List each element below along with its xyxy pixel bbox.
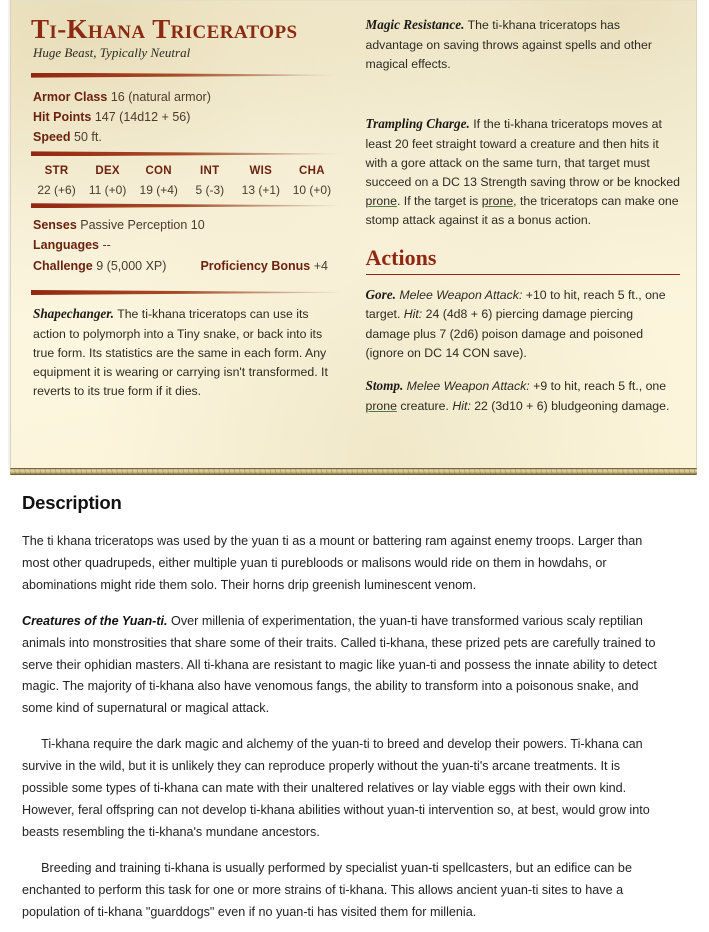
ability-wis xyxy=(235,163,286,199)
description-paragraph-1 xyxy=(22,530,664,596)
description-paragraph-1-text: The ti khana triceratops was used by the yuan ti as a mount or battering ram against enemy troops. Larger than most other quadrupeds, either multiple yuan ti purebloods or malisons would ride on them in howdahs, or abominations might ride them solo. Their horns drip greenish luminescent venom. xyxy=(22,533,643,592)
challenge-value: 9 (5,000 XP) xyxy=(96,258,167,273)
action-gore-hit-label: Hit: xyxy=(403,307,423,322)
trait-magic-resistance-text: The ti-khana triceratops has advantage on saving throws against spells and other magical effects. xyxy=(365,18,652,71)
proficiency-bonus-value: +4 xyxy=(313,258,328,273)
action-stomp-name: Stomp. xyxy=(365,378,404,393)
trait-magic-resistance xyxy=(366,15,681,74)
trait-magic-resistance-name: Magic Resistance. xyxy=(365,17,465,32)
armor-class-line xyxy=(33,87,338,107)
trait-shapechanger-text: The ti-khana triceratops can use its action to polymorph into a Tiny snake, or back into its true form. Its statistics are the same in each form. Any equipment it is wearing or carrying isn't transformed. It reverts to its true form if it dies. xyxy=(33,306,328,399)
senses-line xyxy=(33,215,338,235)
ability-cha-label: CHA xyxy=(299,165,325,178)
divider-rule-traits-top xyxy=(31,290,338,295)
action-stomp xyxy=(366,376,681,416)
actions-heading-rule xyxy=(366,274,681,275)
actions-heading: Actions xyxy=(365,245,437,271)
ability-str-label: STR xyxy=(44,165,69,178)
languages-line xyxy=(33,235,338,255)
ability-int xyxy=(184,163,235,199)
creature-name: Ti-Khana Triceratops xyxy=(31,14,298,44)
ability-con xyxy=(133,163,184,199)
trait-trampling-charge-text-3: , the triceratops can make one stomp attack against it as a bonus action. xyxy=(365,194,679,228)
statblock-right-column xyxy=(354,15,697,470)
description-paragraph-2 xyxy=(22,610,664,720)
ability-con-value: 19 (+4) xyxy=(139,182,178,197)
ability-dex-label: DEX xyxy=(95,165,120,178)
action-stomp-attack-label: Melee Weapon Attack: xyxy=(406,379,530,393)
action-stomp-attack-rest: +9 to hit, reach 5 ft., one xyxy=(529,379,667,393)
speed-line xyxy=(33,127,338,147)
challenge-label: Challenge xyxy=(33,258,93,273)
action-gore-attack-rest: +10 to hit, reach 5 ft., one target. xyxy=(365,287,666,322)
challenge-line xyxy=(33,256,200,276)
description-heading: Description xyxy=(22,492,122,513)
ability-dex-value: 11 (+0) xyxy=(88,182,127,197)
ability-cha xyxy=(286,163,337,199)
creature-type-line: Huge Beast, Typically Neutral xyxy=(33,44,191,60)
ability-int-value: 5 (-3) xyxy=(195,182,225,197)
ability-wis-label: WIS xyxy=(249,165,273,178)
divider-rule-top xyxy=(31,73,338,78)
divider-rule-abilities-top xyxy=(31,151,338,156)
action-stomp-attack-rest2: creature. xyxy=(396,398,453,413)
statblock xyxy=(10,0,697,470)
trait-shapechanger xyxy=(33,304,338,401)
hit-points-label: Hit Points xyxy=(33,109,92,124)
description-paragraph-3 xyxy=(22,733,664,843)
action-gore xyxy=(366,285,681,363)
hit-points-value: 147 (14d12 + 56) xyxy=(94,109,191,124)
armor-class-value: 16 (natural armor) xyxy=(110,89,211,104)
senses-value: Passive Perception 10 xyxy=(80,218,205,233)
ability-int-label: INT xyxy=(200,165,220,178)
speed-value: 50 ft. xyxy=(74,130,102,145)
armor-class-label: Armor Class xyxy=(33,89,108,104)
description-paragraph-2-text: Over millenia of experimentation, the yuan-ti have transformed various scaly reptilian animals into monstrosities that share some of their traits. Called ti-khana, these prized pets are carefully trained to serve their ophidian masters. All ti-khana are resistant to magic like yuan-ti and possess the innate ability to detect magic. The majority of ti-khana also have venomous fangs, the ability to transform into a poisonous snake, and some kind of supernatural or magical attack. xyxy=(22,612,657,716)
ability-str-value: 22 (+6) xyxy=(37,182,76,197)
languages-label: Languages xyxy=(33,238,99,253)
divider-rule-details-top xyxy=(31,203,338,208)
challenge-row xyxy=(33,256,338,276)
trait-trampling-charge-text-1: If the ti-khana triceratops moves at least 20 feet straight toward a creature and then hits it with a gore attack on the same turn, that target must succeed on a DC 13 Strength saving throw or be knocked xyxy=(365,116,680,189)
trait-shapechanger-name: Shapechanger. xyxy=(33,305,114,321)
ability-dex xyxy=(82,163,133,199)
proficiency-bonus-label: Proficiency Bonus xyxy=(200,258,311,273)
action-gore-attack-label: Melee Weapon Attack: xyxy=(399,287,523,302)
description-section xyxy=(0,478,709,923)
trait-trampling-charge-text-2: . If the target is xyxy=(396,194,482,209)
trait-trampling-charge xyxy=(366,114,681,230)
ability-con-label: CON xyxy=(145,165,172,178)
condition-link-prone-3[interactable]: prone xyxy=(365,398,397,413)
ability-str xyxy=(31,163,82,199)
description-paragraph-4 xyxy=(22,857,664,923)
ability-cha-value: 10 (+0) xyxy=(292,182,332,197)
statblock-left-column xyxy=(11,15,354,470)
senses-label: Senses xyxy=(33,218,77,233)
condition-link-prone[interactable]: prone xyxy=(365,194,397,209)
description-paragraph-2-lead: Creatures of the Yuan-ti. xyxy=(22,612,168,628)
action-gore-name: Gore. xyxy=(365,286,396,302)
proficiency-bonus-line xyxy=(200,256,337,276)
action-gore-hit-text: 24 (4d8 + 6) piercing damage piercing damage plus 7 (2d6) poison damage and poisoned (ignore on DC 14 CON save). xyxy=(365,307,644,360)
languages-value: -- xyxy=(102,238,111,253)
hit-points-line xyxy=(33,107,338,127)
description-paragraph-4-text: Breeding and training ti-khana is usually performed by specialist yuan-ti spellcasters, but an edifice can be enchanted to perform this task for one or more strains of ti-khana. This allows ancient yuan-ti sites to have a population of ti-khana "guarddogs" even if no yuan-ti has visited them for millenia. xyxy=(22,859,632,919)
ability-wis-value: 13 (+1) xyxy=(241,182,281,197)
condition-link-prone-2[interactable]: prone xyxy=(481,194,514,209)
action-stomp-hit-text: 22 (3d10 + 6) bludgeoning damage. xyxy=(470,398,670,413)
statblock-bottom-border xyxy=(10,468,697,475)
trait-trampling-charge-name: Trampling Charge. xyxy=(365,115,470,131)
action-stomp-hit-label: Hit: xyxy=(452,398,471,413)
ability-score-table xyxy=(31,163,338,199)
speed-label: Speed xyxy=(33,130,71,145)
description-paragraph-3-text: Ti-khana require the dark magic and alchemy of the yuan-ti to breed and develop their powers. Ti-khana can survive in the wild, but it is unlikely they can reproduce properly without the yuan-ti's arcane treatments. It is possible some types of ti-khana can mate with their unaltered relatives or lay viable eggs with their own kind. However, feral offspring can not develop ti-khana abilities without yuan-ti intervention so, at best, would grow into beasts resembling the ti-khana's mundane ancestors. xyxy=(22,736,650,839)
